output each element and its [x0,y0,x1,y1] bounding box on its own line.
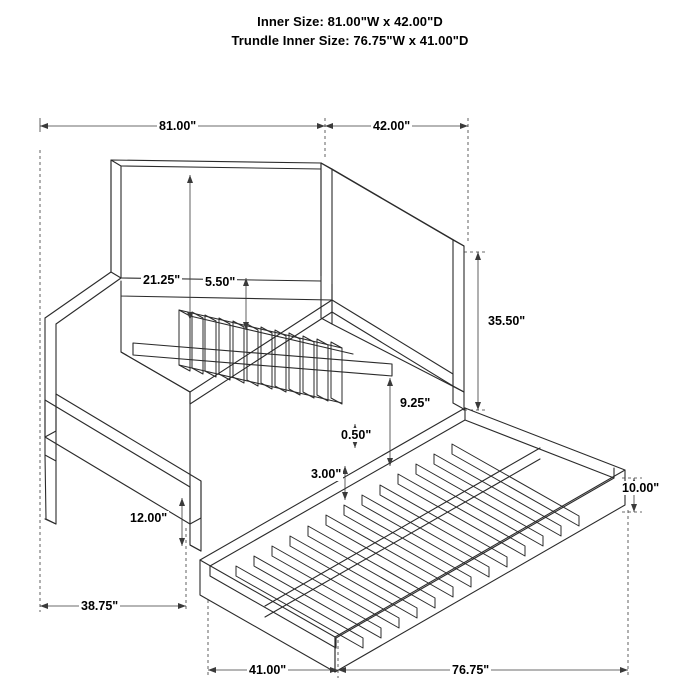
backrest-left-edge [111,160,121,278]
trundle-inner-size-line: Trundle Inner Size: 76.75"W x 41.00"D [231,33,469,48]
dim-label-trundle-side-height: 3.00" [311,467,342,481]
dim-label-deck-clearance: 9.25" [400,396,431,410]
front-right-post [190,481,201,551]
headboard-right-face [332,169,464,392]
headboard-top-edge [321,163,464,246]
left-front-leg [45,455,56,524]
dim-label-rail-thickness: 5.50" [205,275,236,289]
dim-label-trundle-height: 10.00" [622,481,660,495]
slat-stringer [133,343,392,376]
trundle-back-rail [465,408,614,478]
trundle-center-stringer-bottom [265,459,540,617]
dim-label-leg-clearance: 12.00" [130,511,168,525]
trundle-slats [236,444,579,648]
trundle-inner-front [336,478,614,638]
footboard-top-slope [45,272,111,318]
headboard-far-post [453,240,464,392]
backrest-inner-top [121,166,321,169]
dim-label-trundle-width: 41.00" [249,663,287,677]
front-rail-top [45,400,190,487]
dim-label-overall-height: 35.50" [488,314,526,328]
dimension-lines [40,118,642,678]
left-leg-foot [45,519,56,524]
trundle-back-top-right [465,408,625,470]
trundle-front-top-left [200,560,335,637]
trundle-center-stringer-top [265,448,540,606]
dim-label-bed-length-top: 81.00" [159,119,197,133]
front-right-foot [190,545,201,551]
dim-label-bed-width-bottom: 38.75" [81,599,119,613]
trundle-inner-left [210,420,465,566]
deck-left-rail [121,352,190,392]
inner-size-line: Inner Size: 81.00"W x 42.00"D [257,14,443,29]
footboard-left-post [45,318,56,461]
deck-left-frame [121,296,190,487]
footboard-top-slope-inner [56,278,121,324]
backrest-panel [111,160,321,276]
dim-label-slat-thickness: 0.50" [341,428,372,442]
trundle-left-rail [210,566,336,648]
dim-label-bed-depth-top: 42.00" [373,119,411,133]
trundle-back-top-left [200,408,465,560]
dim-label-trundle-length: 76.75" [452,663,490,677]
front-rail-face [56,394,201,524]
daybed-slats [179,310,342,404]
dim-label-backrest-height: 21.25" [143,273,181,287]
